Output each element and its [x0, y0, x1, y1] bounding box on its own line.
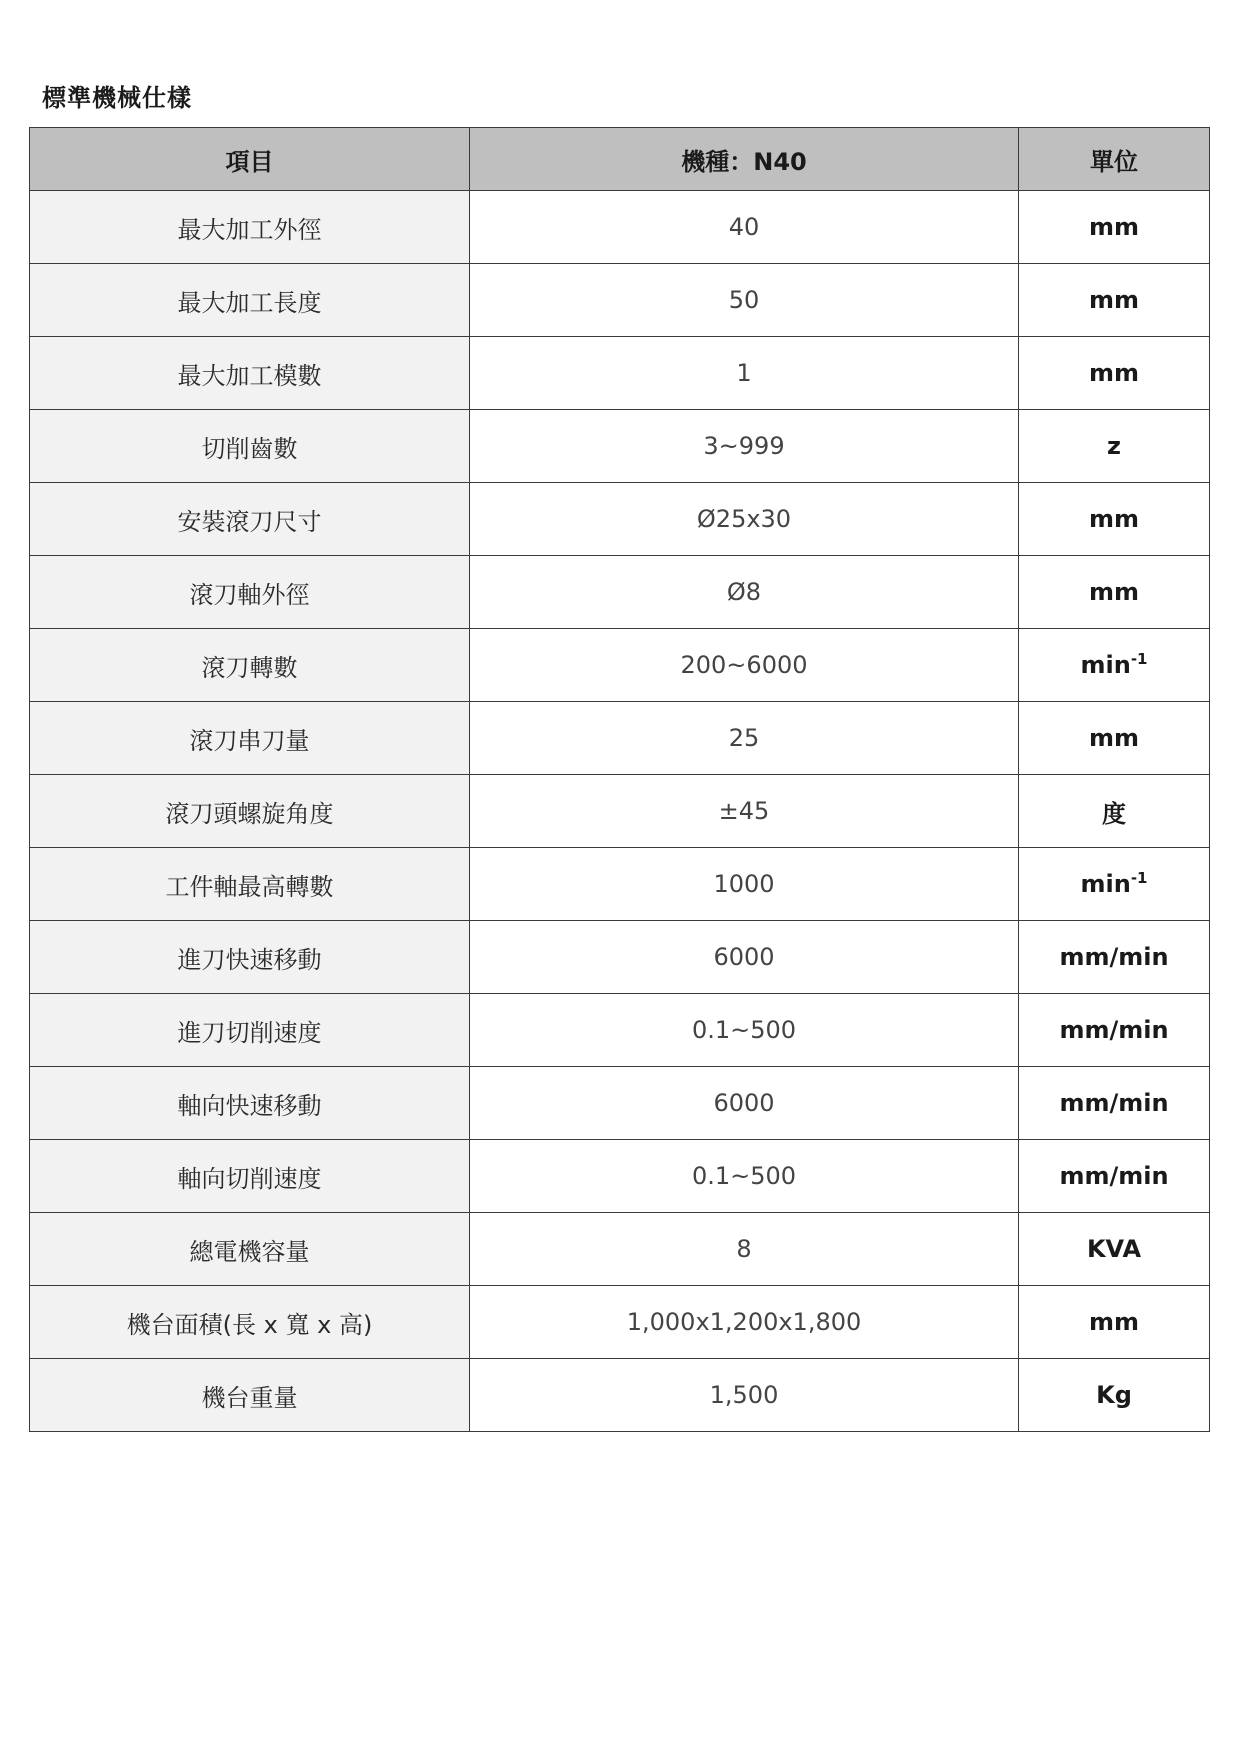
unit-text: min — [1080, 870, 1131, 898]
spec-value-cell: 40 — [470, 191, 1019, 264]
spec-item-cell: 安裝滾刀尺寸 — [30, 483, 470, 556]
spec-item-cell: 進刀快速移動 — [30, 921, 470, 994]
spec-item-cell: 最大加工長度 — [30, 264, 470, 337]
table-row — [30, 1067, 1210, 1140]
unit-text: 度 — [1102, 799, 1126, 828]
unit-text: mm/min — [1059, 1016, 1169, 1044]
unit-text: mm — [1088, 578, 1139, 606]
unit-text: mm — [1088, 724, 1139, 752]
table-row — [30, 921, 1210, 994]
spec-unit-cell — [1019, 921, 1210, 994]
spec-value-cell: Ø8 — [470, 556, 1019, 629]
spec-unit-cell — [1019, 775, 1210, 848]
spec-item-cell: 切削齒數 — [30, 410, 470, 483]
table-row — [30, 629, 1210, 702]
spec-item-cell: 機台面積(長 x 寬 x 高) — [30, 1286, 470, 1359]
table-row — [30, 848, 1210, 921]
spec-value-cell: 1 — [470, 337, 1019, 410]
unit-text: mm — [1088, 505, 1139, 533]
table-row — [30, 994, 1210, 1067]
table-row — [30, 1140, 1210, 1213]
spec-unit-cell — [1019, 1067, 1210, 1140]
spec-unit-cell — [1019, 702, 1210, 775]
unit-text: KVA — [1086, 1235, 1142, 1263]
spec-unit-cell — [1019, 191, 1210, 264]
spec-value-cell: 1000 — [470, 848, 1019, 921]
header-item: 項目 — [30, 128, 470, 191]
spec-unit-cell — [1019, 410, 1210, 483]
unit-text: min — [1080, 651, 1131, 679]
spec-value-cell: Ø25x30 — [470, 483, 1019, 556]
table-row — [30, 1286, 1210, 1359]
spec-value-cell: 200~6000 — [470, 629, 1019, 702]
spec-item-cell: 最大加工模數 — [30, 337, 470, 410]
unit-text: z — [1107, 432, 1121, 460]
spec-value-cell: 1,000x1,200x1,800 — [470, 1286, 1019, 1359]
table-row — [30, 191, 1210, 264]
table-row — [30, 1213, 1210, 1286]
spec-item-cell: 軸向切削速度 — [30, 1140, 470, 1213]
spec-unit-cell — [1019, 1359, 1210, 1432]
spec-item-cell: 機台重量 — [30, 1359, 470, 1432]
table-row — [30, 264, 1210, 337]
table-row — [30, 337, 1210, 410]
spec-value-cell: 3~999 — [470, 410, 1019, 483]
unit-text: mm/min — [1059, 1162, 1169, 1190]
table-row — [30, 702, 1210, 775]
spec-unit-cell — [1019, 337, 1210, 410]
spec-item-cell: 滾刀轉數 — [30, 629, 470, 702]
header-model: 機種：N40 — [470, 128, 1019, 191]
spec-item-cell: 工件軸最高轉數 — [30, 848, 470, 921]
page-title: 標準機械仕樣 — [42, 84, 192, 112]
spec-unit-cell — [1019, 1286, 1210, 1359]
spec-unit-cell — [1019, 264, 1210, 337]
table-row — [30, 1359, 1210, 1432]
spec-value-cell: 1,500 — [470, 1359, 1019, 1432]
spec-unit-cell — [1019, 1213, 1210, 1286]
unit-superscript: -1 — [1130, 650, 1148, 668]
spec-unit-cell — [1019, 994, 1210, 1067]
table-header-row — [30, 128, 1210, 191]
spec-value-cell: 25 — [470, 702, 1019, 775]
spec-value-cell: 50 — [470, 264, 1019, 337]
spec-item-cell: 進刀切削速度 — [30, 994, 470, 1067]
unit-text: mm — [1088, 213, 1139, 241]
unit-text: mm — [1088, 1308, 1139, 1336]
unit-text: mm/min — [1059, 943, 1169, 971]
spec-table — [29, 127, 1210, 1432]
header-unit: 單位 — [1019, 128, 1210, 191]
unit-text: mm — [1088, 286, 1139, 314]
unit-text: mm/min — [1059, 1089, 1169, 1117]
spec-unit-cell — [1019, 483, 1210, 556]
spec-value-cell: 0.1~500 — [470, 1140, 1019, 1213]
spec-item-cell: 滾刀軸外徑 — [30, 556, 470, 629]
spec-unit-cell — [1019, 556, 1210, 629]
spec-item-cell: 軸向快速移動 — [30, 1067, 470, 1140]
spec-value-cell: 0.1~500 — [470, 994, 1019, 1067]
spec-item-cell: 最大加工外徑 — [30, 191, 470, 264]
spec-value-cell: 6000 — [470, 921, 1019, 994]
table-row — [30, 775, 1210, 848]
unit-text: Kg — [1096, 1381, 1132, 1409]
unit-text: mm — [1088, 359, 1139, 387]
spec-item-cell: 滾刀頭螺旋角度 — [30, 775, 470, 848]
spec-value-cell: ±45 — [470, 775, 1019, 848]
spec-unit-cell — [1019, 629, 1210, 702]
spec-value-cell: 6000 — [470, 1067, 1019, 1140]
table-row — [30, 410, 1210, 483]
spec-unit-cell — [1019, 848, 1210, 921]
table-row — [30, 556, 1210, 629]
unit-superscript: -1 — [1130, 869, 1148, 887]
spec-item-cell: 總電機容量 — [30, 1213, 470, 1286]
table-row — [30, 483, 1210, 556]
spec-value-cell: 8 — [470, 1213, 1019, 1286]
spec-unit-cell — [1019, 1140, 1210, 1213]
spec-item-cell: 滾刀串刀量 — [30, 702, 470, 775]
